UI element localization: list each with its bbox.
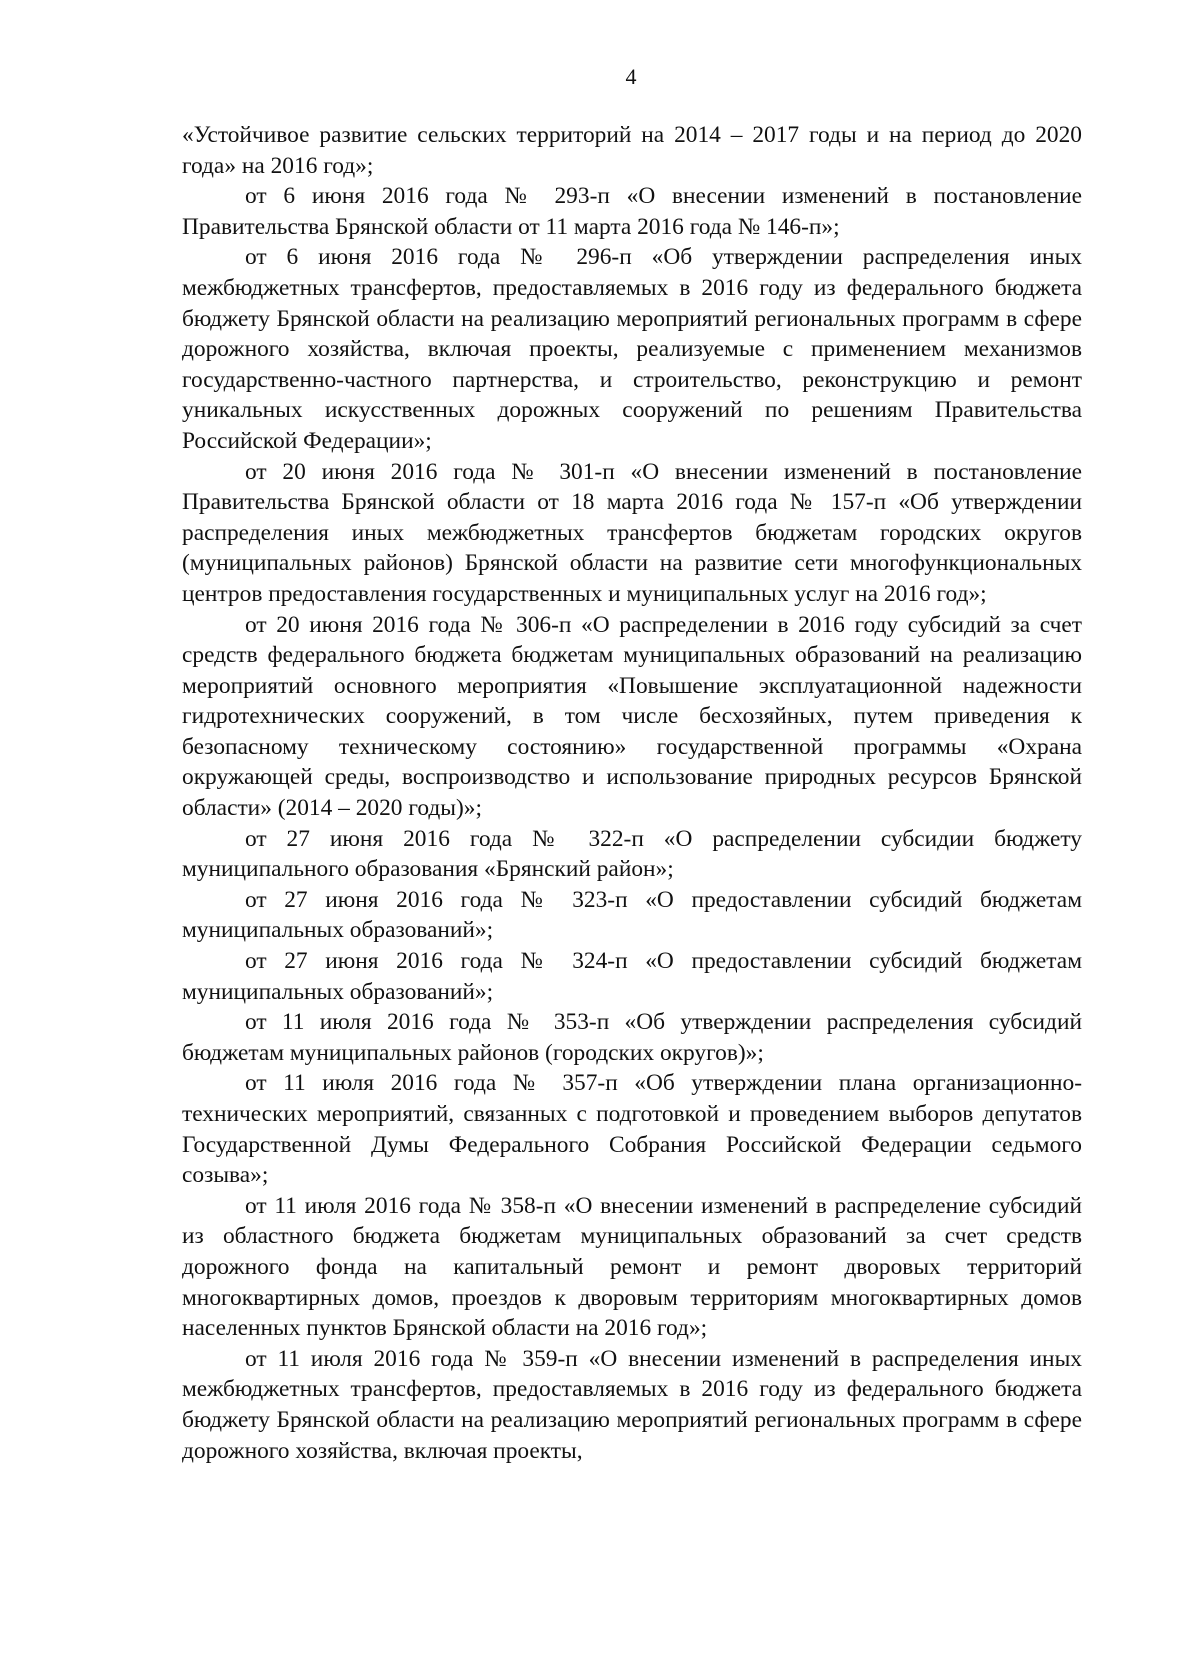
paragraph-item: от 6 июня 2016 года № 296-п «Об утверждении распределения иных межбюджетных трансфертов, предоставляемых в 2016 году из федерального бюджета бюджету Брянской области на реализацию мероприятий региональных программ в сфере дорожного хозяйства, включая проекты, реализуемые с применением механизмов государственно-частного партнерства, и строительство, реконструкцию и ремонт уникальных искусственных дорожных сооружений по решениям Правительства Российской Федерации»; xyxy=(182,244,1082,454)
paragraph-item: от 11 июля 2016 года № 358-п «О внесении изменений в распределение субсидий из областного бюджета бюджетам муниципальных образований за счет средств дорожного фонда на капитальный ремонт и ремонт дворовых территорий многоквартирных домов, проездов к дворовым территориям многоквартирных домов населенных пунктов Брянской области на 2016 год»; xyxy=(182,1192,1082,1342)
paragraph-item: от 27 июня 2016 года № 322-п «О распределении субсидии бюджету муниципального образования «Брянский район»; xyxy=(182,825,1082,883)
paragraph-item: от 27 июня 2016 года № 323-п «О предоставлении субсидий бюджетам муниципальных образований»; xyxy=(182,886,1082,944)
paragraph-continuation: «Устойчивое развитие сельских территорий на 2014 – 2017 годы и на период до 2020 года» на 2016 год»; xyxy=(182,122,1082,179)
paragraph-item: от 20 июня 2016 года № 306-п «О распределении в 2016 году субсидий за счет средств федерального бюджета бюджетам муниципальных образований на реализацию мероприятий основного мероприятия «Повышение эксплуатационной надежности гидротехнических сооружений, в том числе бесхозяйных, путем приведения к безопасному техническому состоянию» государственной программы «Охрана окружающей среды, воспроизводство и использование природных ресурсов Брянской области» (2014 – 2020 годы)»; xyxy=(182,611,1082,822)
paragraph-item: от 11 июля 2016 года № 359-п «О внесении изменений в распределения иных межбюджетных трансфертов, предоставляемых в 2016 году из федерального бюджета бюджету Брянской области на реализацию мероприятий региональных программ в сфере дорожного хозяйства, включая проекты, xyxy=(182,1345,1082,1464)
document-body xyxy=(182,120,1082,1466)
paragraph-item: от 6 июня 2016 года № 293-п «О внесении изменений в постановление Правительства Брянской области от 11 марта 2016 года № 146-п»; xyxy=(182,183,1082,240)
paragraph-item: от 11 июля 2016 года № 353-п «Об утверждении распределения субсидий бюджетам муниципальных районов (городских округов)»; xyxy=(182,1009,1082,1066)
paragraph-item: от 11 июля 2016 года № 357-п «Об утверждении плана организационно-технических мероприятий, связанных с подготовкой и проведением выборов депутатов Государственной Думы Федерального Собрания Российской Федерации седьмого созыва»; xyxy=(182,1070,1082,1189)
paragraph-item: от 20 июня 2016 года № 301-п «О внесении изменений в постановление Правительства Брянской области от 18 марта 2016 года № 157-п «Об утверждении распределения иных межбюджетных трансфертов бюджетам городских округов (муниципальных районов) Брянской области на развитие сети многофункциональных центров предоставления государственных и муниципальных услуг на 2016 год»; xyxy=(182,458,1082,607)
paragraph-item: от 27 июня 2016 года № 324-п «О предоставлении субсидий бюджетам муниципальных образований»; xyxy=(182,948,1082,1005)
page-number: 4 xyxy=(625,64,637,89)
